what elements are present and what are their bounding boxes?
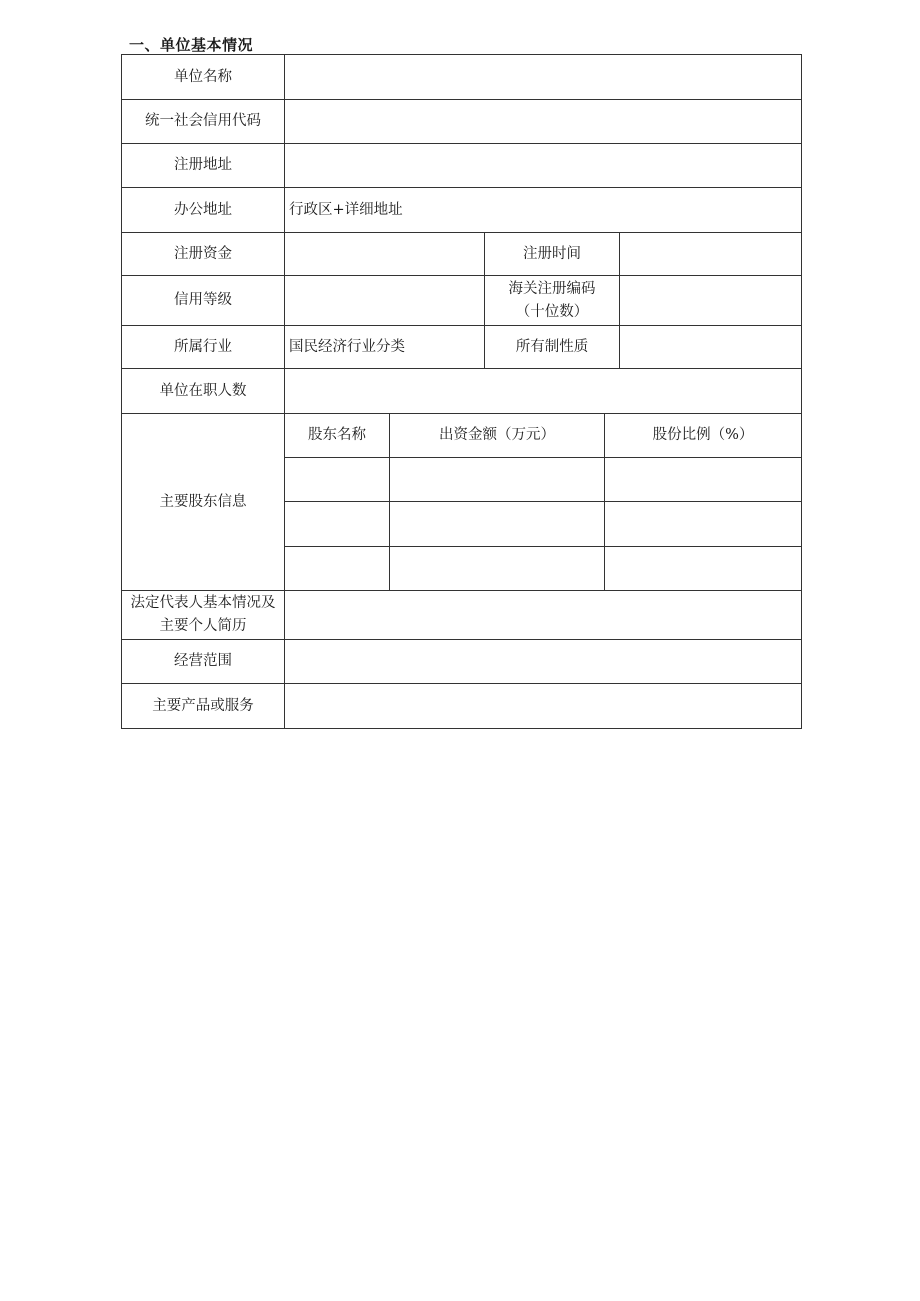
row-credit-code	[122, 100, 802, 144]
registration-time-label: 注册时间	[485, 233, 620, 276]
customs-code-field[interactable]	[620, 276, 802, 326]
industry-label: 所属行业	[122, 326, 285, 369]
business-scope-label: 经营范围	[122, 640, 285, 684]
row-registered-address	[122, 144, 802, 188]
office-address-field[interactable]: 行政区+详细地址	[285, 188, 802, 233]
row-shareholder-header	[122, 414, 802, 458]
row-legal-rep	[122, 591, 802, 640]
shareholders-label: 主要股东信息	[122, 414, 285, 591]
employees-field[interactable]	[285, 369, 802, 414]
shareholder-name-cell[interactable]	[285, 458, 390, 502]
unit-name-field[interactable]	[285, 55, 802, 100]
legal-rep-field[interactable]	[285, 591, 802, 640]
shareholder-ratio-cell[interactable]	[605, 547, 802, 591]
legal-rep-label: 法定代表人基本情况及主要个人简历	[122, 591, 285, 640]
shareholder-amount-cell[interactable]	[390, 458, 605, 502]
shareholder-ratio-header: 股份比例（%）	[605, 414, 802, 458]
shareholder-name-cell[interactable]	[285, 502, 390, 547]
basic-info-table	[121, 54, 802, 729]
registered-capital-field[interactable]	[285, 233, 485, 276]
shareholder-name-cell[interactable]	[285, 547, 390, 591]
registered-address-label: 注册地址	[122, 144, 285, 188]
products-label: 主要产品或服务	[122, 684, 285, 729]
registered-address-field[interactable]	[285, 144, 802, 188]
section-title: 一、单位基本情况	[129, 36, 254, 54]
industry-field[interactable]: 国民经济行业分类	[285, 326, 485, 369]
products-field[interactable]	[285, 684, 802, 729]
row-business-scope	[122, 640, 802, 684]
shareholder-amount-cell[interactable]	[390, 547, 605, 591]
registered-capital-label: 注册资金	[122, 233, 285, 276]
shareholder-ratio-cell[interactable]	[605, 458, 802, 502]
row-employees	[122, 369, 802, 414]
credit-code-label: 统一社会信用代码	[122, 100, 285, 144]
shareholder-amount-header: 出资金额（万元）	[390, 414, 605, 458]
credit-code-field[interactable]	[285, 100, 802, 144]
row-unit-name	[122, 55, 802, 100]
customs-code-label: 海关注册编码（十位数）	[485, 276, 620, 326]
row-products	[122, 684, 802, 729]
credit-rating-label: 信用等级	[122, 276, 285, 326]
employees-label: 单位在职人数	[122, 369, 285, 414]
row-capital-time	[122, 233, 802, 276]
registration-time-field[interactable]	[620, 233, 802, 276]
row-industry-ownership	[122, 326, 802, 369]
business-scope-field[interactable]	[285, 640, 802, 684]
shareholder-ratio-cell[interactable]	[605, 502, 802, 547]
row-credit-customs	[122, 276, 802, 326]
unit-name-label: 单位名称	[122, 55, 285, 100]
row-office-address	[122, 188, 802, 233]
shareholder-amount-cell[interactable]	[390, 502, 605, 547]
office-address-label: 办公地址	[122, 188, 285, 233]
ownership-label: 所有制性质	[485, 326, 620, 369]
shareholder-name-header: 股东名称	[285, 414, 390, 458]
ownership-field[interactable]	[620, 326, 802, 369]
credit-rating-field[interactable]	[285, 276, 485, 326]
